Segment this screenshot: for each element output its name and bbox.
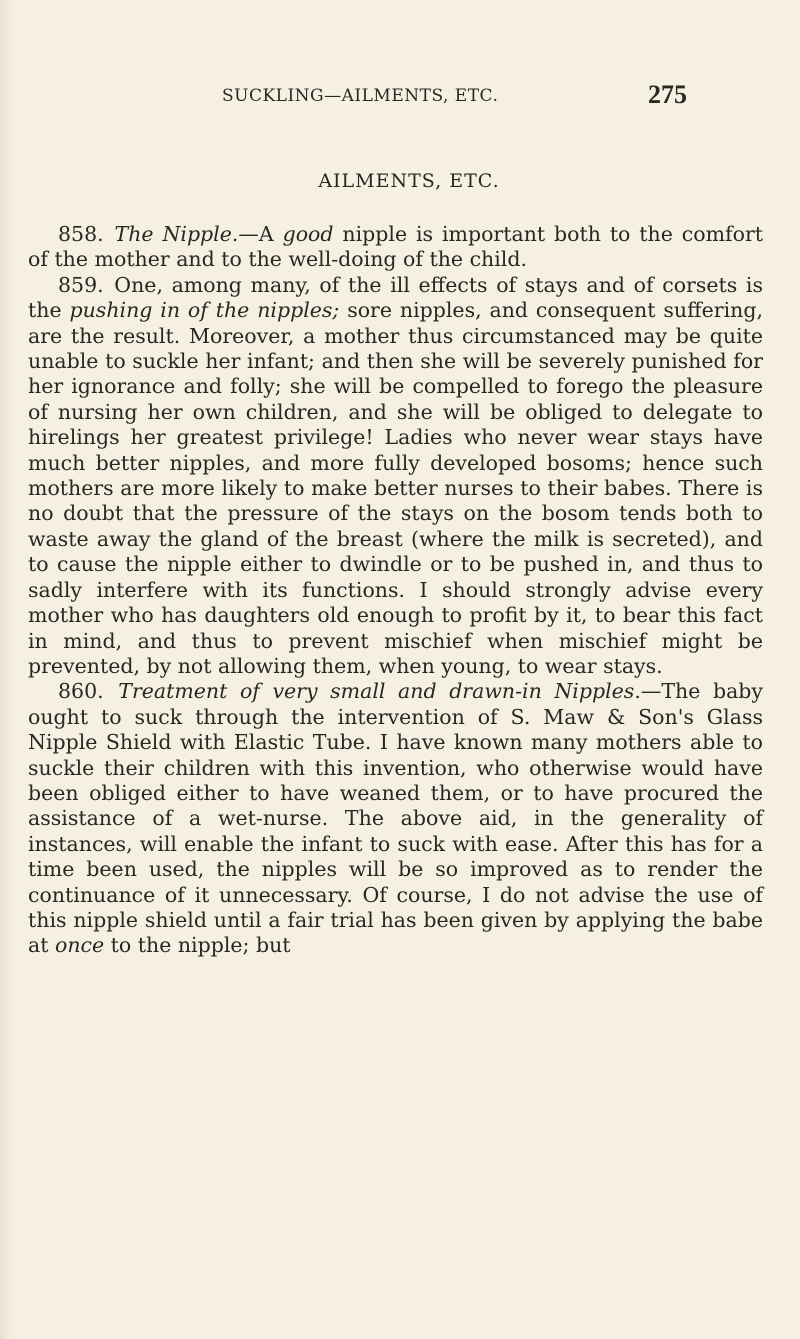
paragraph-title: Treatment of very small and drawn-in Nipples. xyxy=(118,679,641,704)
page-number: 275 xyxy=(648,80,687,109)
paragraph-text: sore nipples, and consequent suffering, are the result. Moreover, a mother thus circumstanced may be quite unable to suckle her infant; and then she will be severely punished for her ignorance and folly; she will be compelled to forego the pleasure of nursing her own children, and she will be obliged to delegate to hirelings her greatest privilege! Ladies who never wear stays have much better nipples, and more fully developed bosoms; hence such mothers are more likely to make better nurses to their babes. There is no doubt that the pressure of the stays on the bosom tends both to waste away the gland of the breast (where the milk is secreted), and to cause the nipple either to dwindle or to be pushed in, and thus to sadly interfere with its functions. I should strongly advise every mother who has daughters old enough to profit by it, to bear this fact in mind, and thus to prevent mischief when mischief might be prevented, by not allowing them, when young, to wear stays. xyxy=(28,298,763,678)
paragraph-859 xyxy=(28,273,763,680)
paragraph-number: 858. xyxy=(58,222,104,246)
paragraph-text: nipple is important both to the comfort of the mother and to the well-doing of the child. xyxy=(28,222,763,272)
paragraph-858 xyxy=(28,222,763,273)
page-gutter-shadow xyxy=(0,0,14,1339)
paragraph-text: —The baby ought to suck through the intervention of S. Maw & Son's Glass Nipple Shield with Elastic Tube. I have known many mothers able to suckle their children with this invention, who otherwise would have been obliged either to have weaned them, or to have procured the assistance of a wet-nurse. The above aid, in the generality of instances, will enable the infant to suck with ease. After this has for a time been used, the nipples will be so improved as to render the continuance of it unnecessary. Of course, I do not advise the use of this nipple shield until a fair trial has been given by applying the babe at xyxy=(28,679,763,958)
paragraph-860 xyxy=(28,679,763,958)
paragraph-text: —A xyxy=(238,222,283,246)
paragraph-title: The Nipple. xyxy=(114,222,239,246)
emphasis: once xyxy=(54,933,105,958)
body-text xyxy=(28,222,763,959)
paragraph-text: to the nipple; but xyxy=(104,933,291,958)
paragraph-number: 859. xyxy=(58,272,104,297)
emphasis: good xyxy=(282,222,334,246)
paragraph-text: One, among many, of the ill effects of stays and of corsets is the xyxy=(28,272,763,323)
running-head: SUCKLING—AILMENTS, ETC. xyxy=(222,86,499,106)
paragraph-number: 860. xyxy=(58,679,104,704)
section-title: AILMENTS, ETC. xyxy=(318,170,500,192)
emphasis: pushing in of the nipples; xyxy=(69,298,340,323)
